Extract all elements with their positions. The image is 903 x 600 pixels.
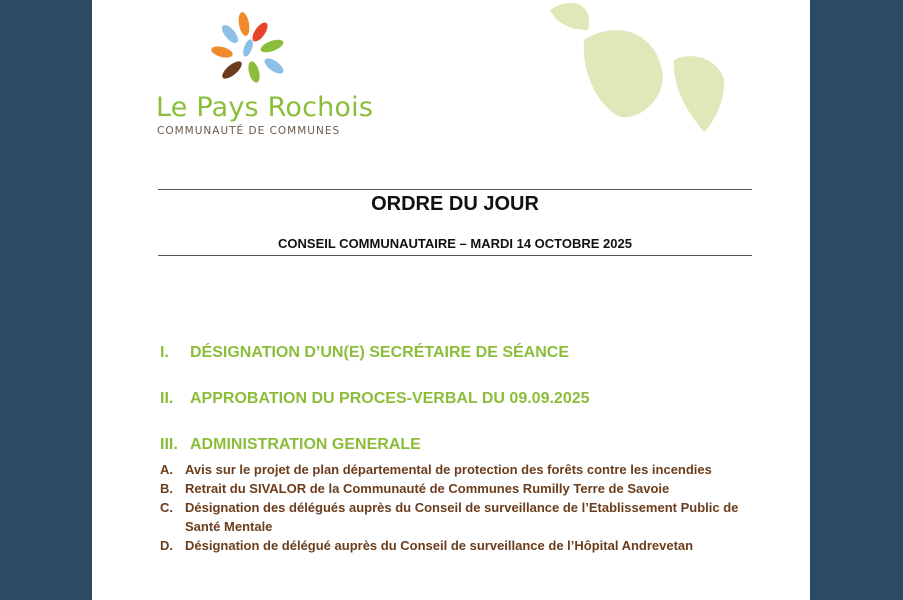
item-text: Désignation de délégué auprès du Conseil de surveillance de l’Hôpital Andrevetan — [185, 538, 694, 553]
item-letter: D. — [160, 538, 173, 553]
agenda-item-a — [160, 460, 750, 479]
item-letter: B. — [160, 481, 173, 496]
section-label: ADMINISTRATION GENERALE — [190, 436, 421, 453]
section-number: III. — [160, 436, 178, 453]
agenda-item-d — [160, 536, 750, 555]
section-i — [160, 344, 569, 362]
logo-subtitle: COMMUNAUTÉ DE COMMUNES — [157, 125, 341, 137]
agenda-item-c — [160, 498, 750, 536]
item-letter: C. — [160, 500, 173, 515]
agenda-items-list — [160, 460, 750, 555]
top-divider — [158, 189, 752, 190]
section-number: II. — [160, 390, 174, 407]
section-number: I. — [160, 344, 169, 361]
decorative-leaves-icon — [544, 0, 744, 140]
item-text: Retrait du SIVALOR de la Communauté de Communes Rumilly Terre de Savoie — [185, 481, 670, 496]
section-iii — [160, 436, 421, 454]
item-text: Avis sur le projet de plan départemental de protection des forêts contre les incendies — [185, 462, 712, 477]
agenda-item-b — [160, 479, 750, 498]
section-label: APPROBATION DU PROCES-VERBAL DU 09.09.2025 — [190, 390, 590, 407]
page-title: ORDRE DU JOUR — [371, 193, 539, 215]
item-text: Désignation des délégués auprès du Conseil de surveillance de l’Etablissement Public de Santé Mentale — [185, 500, 739, 534]
meeting-subtitle: CONSEIL COMMUNAUTAIRE – MARDI 14 OCTOBRE 2025 — [278, 236, 632, 251]
bottom-divider — [158, 255, 752, 256]
document-page — [92, 0, 810, 600]
logo-name: Le Pays Rochois — [156, 92, 374, 123]
flower-logo-icon — [208, 10, 290, 86]
section-label: DÉSIGNATION D’UN(E) SECRÉTAIRE DE SÉANCE — [190, 344, 569, 361]
section-ii — [160, 390, 590, 408]
item-letter: A. — [160, 462, 173, 477]
